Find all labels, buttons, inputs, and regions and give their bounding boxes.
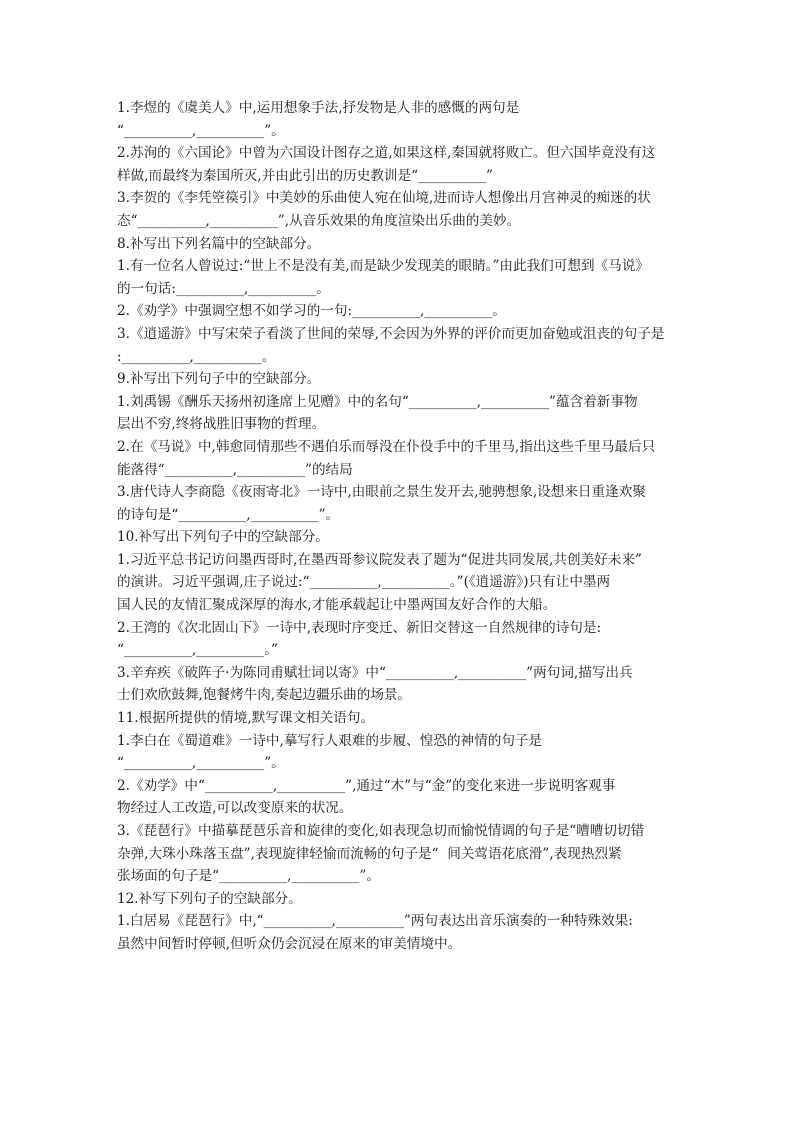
text-line: 态“__________,__________”,从音乐效果的角度渲染出乐曲的美妙。: [117, 212, 521, 229]
text-line: 1.刘禹锡《酬乐天扬州初逢席上见赠》中的名句“__________,__________”蕴含着新事物: [117, 393, 638, 410]
text-line: 3.辛弃疾《破阵子·为陈同甫赋壮词以寄》中“__________,__________”两句词,描写出兵: [117, 664, 633, 681]
text-line: “__________,__________。”: [117, 642, 278, 659]
text-line: 2.王湾的《次北固山下》一诗中,表现时序变迁、新旧交替这一自然规律的诗句是:: [117, 619, 602, 636]
text-line: 3.《逍遥游》中写宋荣子看淡了世间的荣辱,不会因为外界的评价而更加奋勉或沮丧的句子是: [117, 325, 665, 342]
text-line: 层出不穷,终将战胜旧事物的哲理。: [117, 416, 326, 433]
text-line: 1.习近平总书记访问墨西哥时,在墨西哥参议院发表了题为“促进共同发展,共创美好未来”: [117, 551, 642, 568]
section-heading: 12.补写下列句子的空缺部分。: [117, 890, 302, 907]
text-line: 杂弹,大珠小珠落玉盘”,表现旋律轻愉而流畅的句子是“ 间关莺语花底滑”,表现热烈紧: [117, 845, 622, 862]
section-heading: 8.补写出下列名篇中的空缺部分。: [117, 235, 321, 252]
text-line: “__________,__________”。: [117, 755, 285, 772]
text-line: 3.《琵琶行》中描摹琵琶乐音和旋律的变化,如表现急切而愉悦情调的句子是“嘈嘈切切错: [117, 823, 645, 839]
section-heading: 10.补写出下列句子中的空缺部分。: [117, 529, 329, 546]
text-line: 虽然中间暂时停顿,但听众仍会沉浸在原来的审美情境中。: [117, 935, 462, 952]
text-line: 样做,而最终为秦国所灭,并由此引出的历史教训是“__________”: [117, 167, 493, 184]
text-line: 1.有一位名人曾说过:“世上不是没有美,而是缺少发现美的眼睛。”由此我们可想到《马说》: [117, 258, 649, 275]
text-line: 2.在《马说》中,韩愈同情那些不遇伯乐而辱没在仆役手中的千里马,指出这些千里马最后只: [117, 438, 656, 455]
section-heading: 9.补写出下列句子中的空缺部分。: [117, 371, 321, 388]
text-line: 3.李贺的《李凭箜篌引》中美妙的乐曲使人宛在仙境,进而诗人想像出月宫神灵的痴迷的状: [117, 190, 651, 207]
text-line: 国人民的友情汇聚成深厚的海水,才能承载起让中墨两国友好合作的大船。: [117, 597, 557, 614]
text-line: 2.《劝学》中强调空想不如学习的一句:__________,__________。: [117, 303, 506, 320]
section-heading: 11.根据所提供的情境,默写课文相关语句。: [117, 710, 375, 727]
text-line: 士们欢欣鼓舞,饱餐烤牛肉,奏起边疆乐曲的场景。: [117, 687, 412, 704]
text-line: 3.唐代诗人李商隐《夜雨寄北》一诗中,由眼前之景生发开去,驰骋想象,设想来日重逢欢聚: [117, 484, 646, 501]
text-line: :__________,__________。: [117, 348, 276, 365]
text-line: 的演讲。习近平强调,庄子说过:“__________,__________。”(《逍遥游》)只有让中墨两: [117, 574, 611, 591]
text-line: 1.李煜的《虞美人》中,运用想象手法,抒发物是人非的感慨的两句是: [117, 100, 520, 116]
text-line: 的一句话:__________,__________。: [117, 280, 330, 297]
document-body: [117, 97, 683, 956]
text-line: 2.《劝学》中“__________,__________”,通过“木”与“金”的变化来进一步说明客观事: [117, 777, 616, 794]
text-line: 1.白居易《琵琶行》中,“__________,__________”两句表达出音乐演奏的一种特殊效果:: [117, 913, 633, 930]
text-line: “__________,__________”。: [117, 122, 285, 139]
text-line: 物经过人工改造,可以改变原来的状况。: [117, 800, 353, 817]
text-line: 2.苏洵的《六国论》中曾为六国设计图存之道,如果这样,秦国就将败亡。但六国毕竟没有这: [117, 145, 656, 162]
text-line: 的诗句是“__________,__________”。: [117, 506, 340, 523]
text-line: 能落得“__________,__________”的结局: [117, 461, 353, 478]
text-line: 1.李白在《蜀道难》一诗中,摹写行人艰难的步履、惶恐的神情的句子是: [117, 732, 543, 749]
text-line: 张场面的句子是“__________,__________”。: [117, 868, 380, 885]
